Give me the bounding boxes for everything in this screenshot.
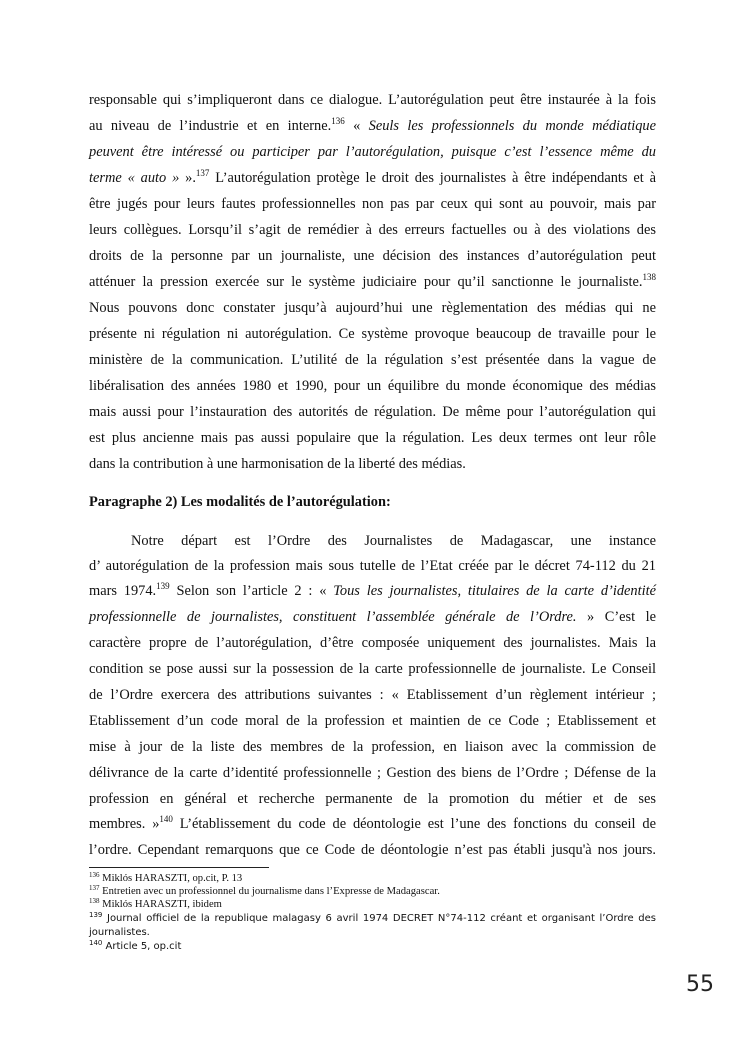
body-line: caractère propre de l’autorégulation, d’être composée uniquement des journalistes. Mais la bbox=[89, 635, 656, 651]
section-heading: Paragraphe 2) Les modalités de l’autorégulation: bbox=[89, 494, 391, 510]
footnote-ref: 137 bbox=[195, 168, 210, 178]
footnote: $^{140}$ Article 5, op.cit bbox=[89, 939, 182, 952]
body-line: au niveau de l’industrie et en interne.$^{136}$ « Seuls les professionnels du monde médiatique bbox=[89, 116, 657, 134]
footnote-ref: 139 bbox=[156, 581, 170, 591]
body-line: d’ autorégulation de la profession mais sous tutelle de l’Etat créée par le décret 74-112 du 21 bbox=[89, 558, 656, 574]
body-line: est plus ancienne mais pas aussi populaire que la régulation. Les deux termes ont leur rôle bbox=[89, 430, 656, 446]
body-line: ministère de la communication. L’utilité de la régulation s’est présentée dans la vague de bbox=[89, 352, 656, 368]
body-line: peuvent être intéressé ou participer par l’autorégulation, puisque c’est l’essence même du bbox=[89, 144, 656, 160]
body-line: dans la contribution à une harmonisation de la liberté des médias. bbox=[89, 456, 466, 472]
footnote-separator bbox=[89, 867, 269, 868]
body-line: de l’Ordre exercera des attributions suivantes : « Etablissement d’un règlement intérieur ; bbox=[89, 687, 656, 703]
body-line: délivrance de la carte d’identité professionnelle ; Gestion des biens de l’Ordre ; Défense de la bbox=[89, 765, 656, 781]
body-line: mais aussi pour l’instauration des autorités de régulation. De même pour l’autorégulation qui bbox=[89, 404, 656, 420]
body-line: droits de la personne par un journaliste, une décision des instances d’autorégulation peut bbox=[89, 248, 656, 264]
body-line: atténuer la pression exercée sur le système judiciaire pour qu’il sanctionne le journaliste.$^{138}$ bbox=[89, 272, 656, 290]
body-line: terme « auto » ».$^{137}$ L’autorégulation protège le droit des journalistes à être indépendants et à bbox=[89, 168, 656, 186]
page-number: 55 bbox=[686, 972, 714, 997]
body-line: l’ordre. Cependant remarquons que ce Code de déontologie n’est pas établi jusqu'à nos jours. bbox=[89, 842, 656, 858]
body-line: membres. »$^{140}$ L’établissement du code de déontologie est l’une des fonctions du conseil de bbox=[89, 814, 657, 832]
body-line: Etablissement d’un code moral de la profession et maintien de ce Code ; Etablissement et bbox=[89, 713, 656, 729]
body-line: Nous pouvons donc constater jusqu’à aujourd’hui une règlementation des médias qui ne bbox=[89, 300, 656, 316]
body-line: présente ni régulation ni autorégulation. Ce système provoque beaucoup de travaille pour le bbox=[89, 326, 656, 342]
footnote-ref: 140 bbox=[159, 814, 173, 824]
body-line: mise à jour de la liste des membres de la profession, en liaison avec la commission de bbox=[89, 739, 656, 755]
body-line: leurs collègues. Lorsqu’il s’agit de remédier à des erreurs factuelles ou à des violations des bbox=[89, 222, 656, 238]
body-line: professionnelle de journalistes, constituent l’assemblée générale de l’Ordre. » C’est le bbox=[89, 609, 656, 625]
body-line: responsable qui s’impliqueront dans ce dialogue. L’autorégulation peut être instaurée à la fois bbox=[89, 92, 656, 108]
footnote-ref: 136 bbox=[331, 116, 345, 126]
footnote: $^{137}$ Entretien avec un professionnel du journalisme dans l’Expresse de Madagascar. bbox=[89, 884, 440, 897]
footnote-continuation: journalistes. bbox=[89, 927, 150, 938]
footnote: $^{136}$ Miklós HARASZTI, op.cit, P. 13 bbox=[89, 871, 243, 884]
footnote: $^{138}$ Miklós HARASZTI, ibidem bbox=[89, 897, 222, 910]
body-line: libéralisation des années 1980 et 1990, pour un équilibre du monde économique des médias bbox=[89, 378, 656, 394]
body-line: Notre départ est l’Ordre des Journalistes de Madagascar, une instance bbox=[131, 533, 656, 549]
body-line: être jugés pour leurs fautes professionnelles non pas par ceux qui sont au pouvoir, mais par bbox=[89, 196, 656, 212]
body-line: condition se pose aussi sur la possession de la carte professionnelle de journaliste. Le Conseil bbox=[89, 661, 656, 677]
body-line: profession en général et recherche permanente de la promotion du métier et de ses bbox=[89, 791, 656, 807]
footnote-ref: 138 bbox=[642, 272, 656, 282]
footnote: $^{139}$ Journal officiel de la republique malagasy 6 avril 1974 DECRET N°74-112 créant et organisant l’Ordre des bbox=[89, 911, 656, 924]
body-line: mars 1974.$^{139}$ Selon son l’article 2 : « Tous les journalistes, titulaires de la carte d’identité bbox=[89, 581, 657, 599]
